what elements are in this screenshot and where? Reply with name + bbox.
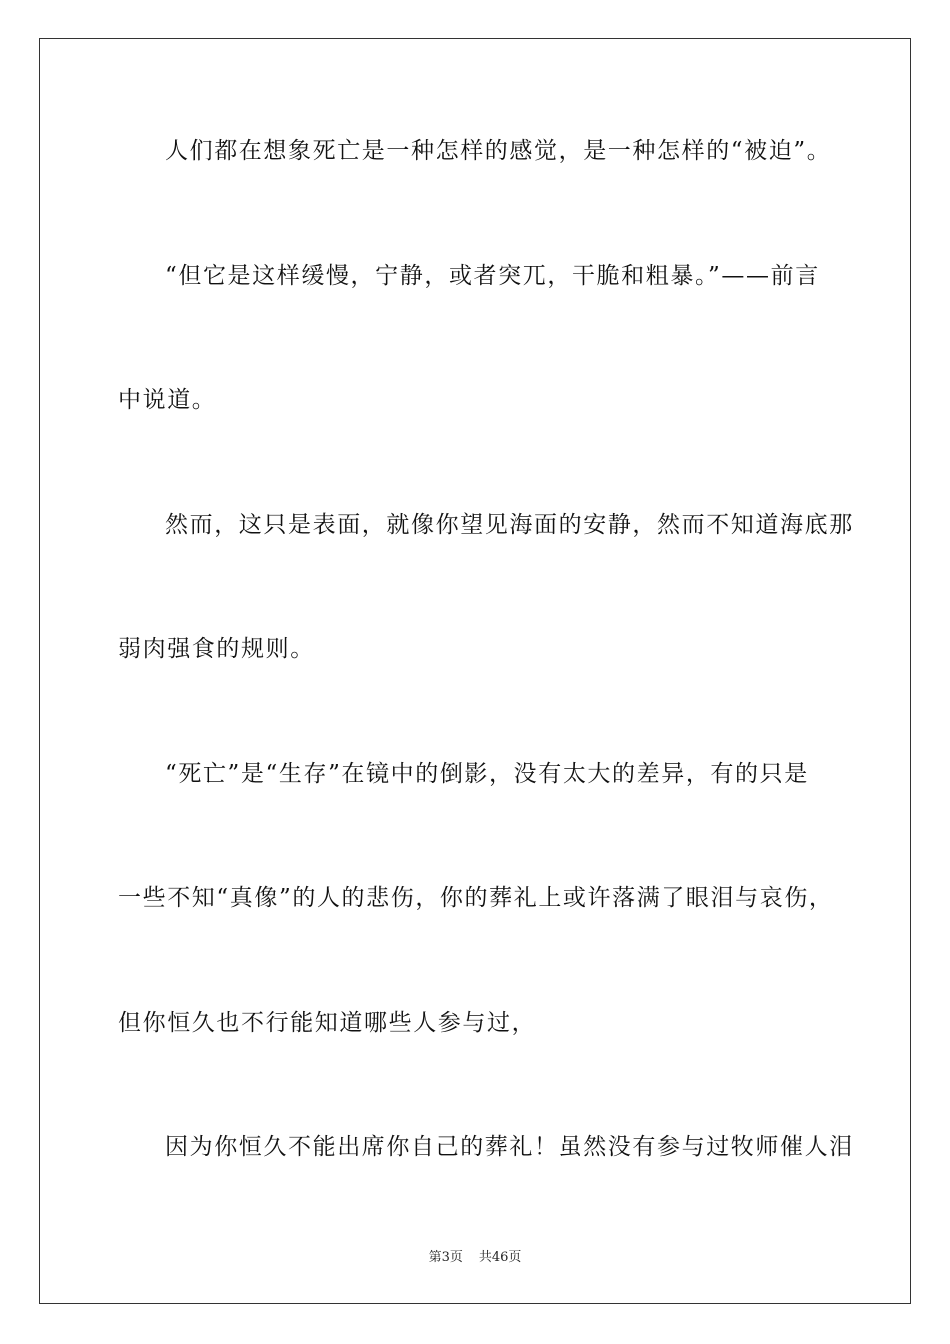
paragraph-line: 人们都在想象死亡是一种怎样的感觉，是一种怎样的“被迫”。 [165,138,832,164]
page-number: 第3页 [428,1250,463,1265]
paragraph-line: “但它是这样缓慢，宁静，或者突兀，干脆和粗暴。”——前言 [165,263,820,289]
page-footer [0,1246,950,1265]
paragraph-line: 但你恒久也不行能知道哪些人参与过， [118,1010,537,1036]
paragraph-line: 一些不知“真像”的人的悲伤，你的葬礼上或许落满了眼泪与哀伤， [118,885,834,911]
total-pages: 共46页 [478,1250,522,1265]
paragraph-line: 然而，这只是表面，就像你望见海面的安静，然而不知道海底那 [165,512,854,538]
paragraph-line: 因为你恒久不能出席你自己的葬礼！虽然没有参与过牧师催人泪 [165,1134,854,1160]
paragraph-line: 弱肉强食的规则。 [118,636,315,662]
page-border [39,38,911,1304]
paragraph-line: “死亡”是“生存”在镜中的倒影，没有太大的差异，有的只是 [165,761,809,787]
paragraph-line: 中说道。 [118,387,217,413]
